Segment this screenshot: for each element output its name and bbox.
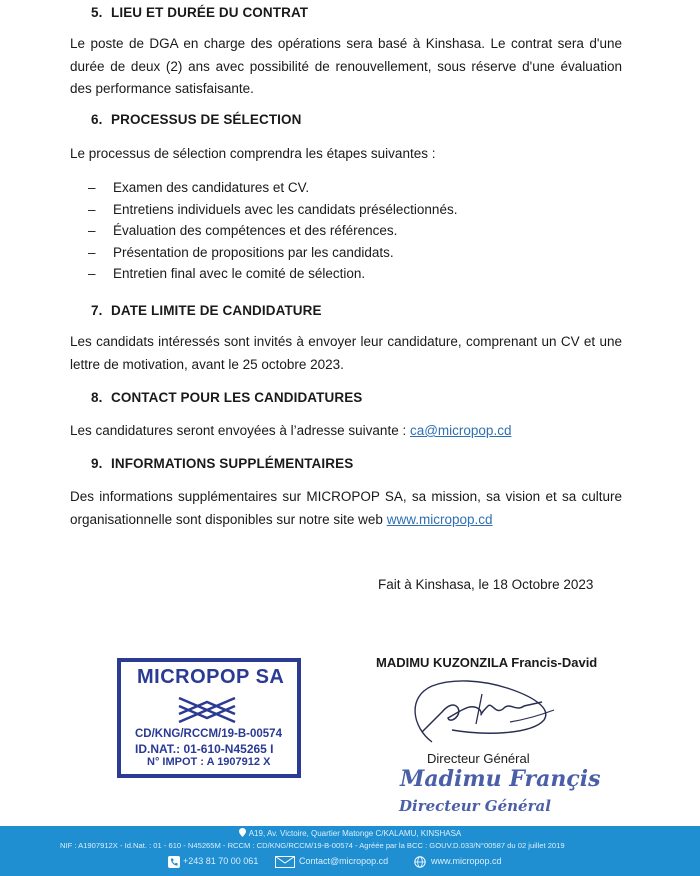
section-7-number: 7. <box>91 303 103 318</box>
section-9-text <box>70 486 622 531</box>
section-8-heading <box>91 390 362 405</box>
section-6-title: PROCESSUS DE SÉLECTION <box>111 112 302 127</box>
section-5-text: Le poste de DGA en charge des opérations sera basé à Kinshasa. Le contrat sera d'une durée de deux (2) ans avec possibilité de renouvellement, sous réserve d'une évaluation des performance satisfaisante. <box>70 36 622 96</box>
globe-icon <box>414 856 426 868</box>
section-9-number: 9. <box>91 456 103 471</box>
section-6-heading <box>91 112 301 127</box>
footer-address-text: A19, Av. Victoire, Quartier Matonge C/KALAMU, KINSHASA <box>248 829 462 838</box>
selection-steps-list <box>88 177 457 285</box>
list-item: – Entretiens individuels avec les candidats présélectionnés. <box>88 201 458 217</box>
stamp-impot: N° IMPOT : A 1907912 X <box>147 756 271 768</box>
list-item: – Évaluation des compétences et des références. <box>88 223 398 238</box>
section-7-title: DATE LIMITE DE CANDIDATURE <box>111 303 322 318</box>
section-5-title: LIEU ET DURÉE DU CONTRAT <box>111 5 309 20</box>
phone-icon <box>168 856 180 868</box>
footer-email[interactable]: Contact@micropop.cd <box>299 856 389 866</box>
footer-address <box>0 828 700 838</box>
list-item: – Présentation de propositions par les candidats. <box>88 244 394 260</box>
email-icon <box>275 856 295 868</box>
section-7-heading <box>91 303 322 318</box>
section-8-text <box>70 420 622 443</box>
footer-bar <box>0 826 700 876</box>
company-logo-icon <box>177 694 237 726</box>
handwritten-signature <box>392 672 572 752</box>
section-9-heading <box>91 456 353 471</box>
section-6-intro: Le processus de sélection comprendra les étapes suivantes : <box>70 146 436 161</box>
footer-phone: +243 81 70 00 061 <box>183 856 259 866</box>
section-7-text: Les candidats intéressés sont invités à envoyer leur candidature, comprenant un CV et une lettre de motivation, avant le 25 octobre 2023. <box>70 334 622 372</box>
section-5-heading <box>91 5 308 20</box>
stamp-rccm: CD/KNG/RCCM/19-B-00574 <box>135 728 282 740</box>
section-6-number: 6. <box>91 112 103 127</box>
footer-legal: NIF : A1907912X - Id.Nat. : 01 - 610 - N45265M - RCCM : CD/KNG/RCCM/19-B-00574 - Agréée par la BCC : GOUV.D.033/N°00587 du 02 juillet 2019 <box>60 841 565 850</box>
footer-website[interactable]: www.micropop.cd <box>431 856 502 866</box>
section-5-number: 5. <box>91 5 103 20</box>
section-8-title: CONTACT POUR LES CANDIDATURES <box>111 390 363 405</box>
stamp-idnat: ID.NAT.: 01-610-N45265 I <box>135 742 274 756</box>
section-8-number: 8. <box>91 390 103 405</box>
section-8-sentence: Les candidatures seront envoyées à l’adresse suivante : <box>70 423 410 438</box>
list-item: – Examen des candidatures et CV. <box>88 180 310 195</box>
place-date: Fait à Kinshasa, le 18 Octobre 2023 <box>378 577 594 592</box>
signatory-title: Directeur Général <box>427 751 530 766</box>
stamp-company-name: MICROPOP SA <box>137 666 285 688</box>
application-email-link[interactable]: ca@micropop.cd <box>409 423 512 438</box>
signatory-name: MADIMU KUZONZILA Francis-David <box>376 655 598 670</box>
website-link[interactable]: www.micropop.cd <box>386 511 493 527</box>
signature-stamp-title: Directeur Général <box>399 797 551 815</box>
company-stamp <box>117 658 301 778</box>
list-item: – Entretien final avec le comité de sélection. <box>88 266 366 281</box>
signature-stamp-name: Madimu Françis <box>400 766 601 792</box>
location-pin-icon <box>239 828 246 837</box>
section-9-sentence: Des informations supplémentaires sur MICROPOP SA, sa mission, sa vision et sa culture organisationnelle sont disponibles sur notre site web <box>70 489 622 527</box>
footer-contacts <box>0 854 700 870</box>
section-9-title: INFORMATIONS SUPPLÉMENTAIRES <box>111 456 354 471</box>
